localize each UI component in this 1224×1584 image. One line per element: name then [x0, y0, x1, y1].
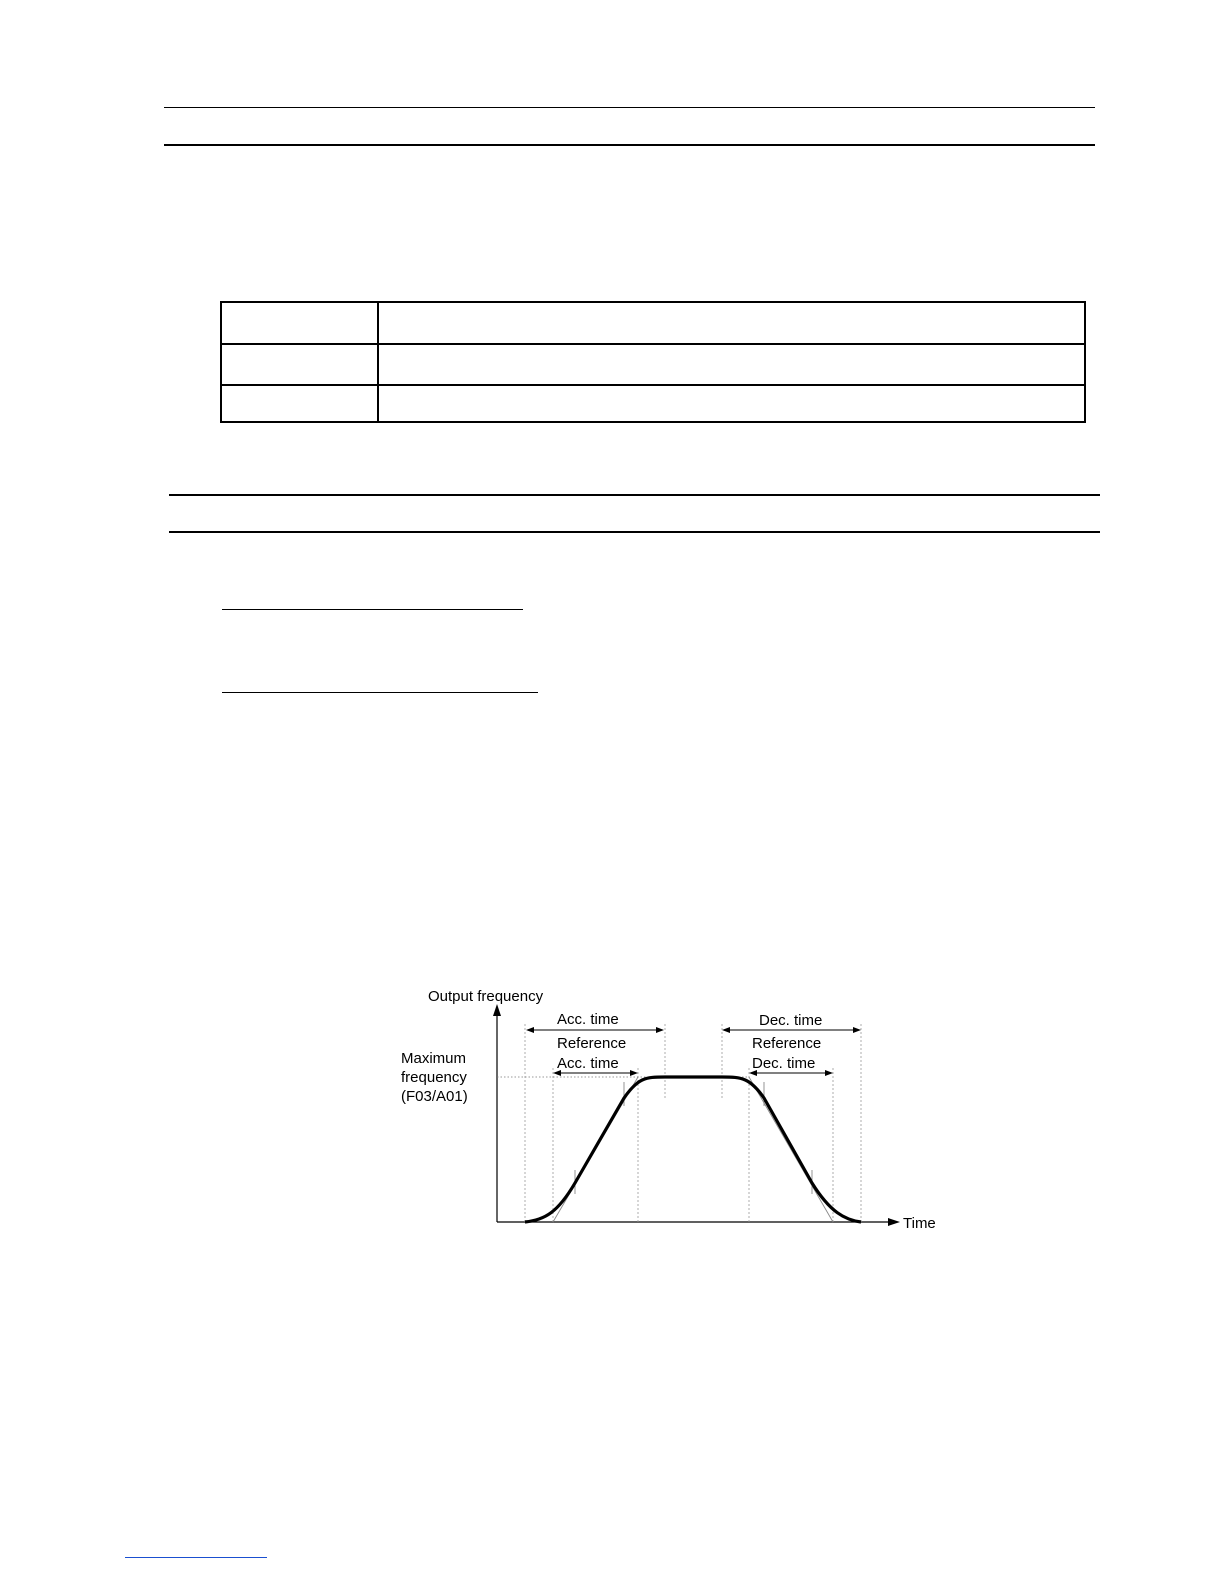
y-axis-arrow [493, 1004, 501, 1016]
y-axis-label: Output frequency [428, 988, 544, 1005]
max-frequency-label-line2: frequency [401, 1069, 467, 1086]
footer-link-underline[interactable] [125, 1557, 267, 1558]
acc-time-label: Acc. time [557, 1011, 619, 1028]
subheading-underline-2 [222, 692, 538, 693]
table-row-divider [222, 343, 1084, 345]
acc-dec-time-diagram [390, 975, 950, 1245]
reference-dec-ramp [749, 1077, 833, 1222]
arrowhead [722, 1027, 730, 1033]
ref-dec-label-line1: Reference [752, 1035, 822, 1052]
header-rule-bottom [164, 144, 1095, 146]
dec-time-label: Dec. time [759, 1012, 823, 1029]
x-axis-arrow [888, 1218, 900, 1226]
max-frequency-label-line3: (F03/A01) [401, 1088, 468, 1105]
ref-dec-label-line2: Dec. time [752, 1055, 816, 1072]
subheading-underline-1 [222, 609, 523, 610]
arrowhead [656, 1027, 664, 1033]
ref-acc-label-line2: Acc. time [557, 1055, 619, 1072]
table-row-divider [222, 384, 1084, 386]
header-rule-top [164, 107, 1095, 108]
arrowhead [853, 1027, 861, 1033]
table-column-divider [377, 303, 379, 421]
ref-acc-label-line1: Reference [557, 1035, 627, 1052]
output-frequency-curve [525, 1077, 861, 1222]
max-frequency-label-line1: Maximum [401, 1050, 467, 1067]
x-axis-label: Time [903, 1215, 936, 1232]
parameter-table [220, 301, 1086, 423]
arrowhead [825, 1070, 833, 1076]
section-rule-top [169, 494, 1100, 496]
arrowhead [526, 1027, 534, 1033]
arrowhead [630, 1070, 638, 1076]
section-rule-bottom [169, 531, 1100, 533]
